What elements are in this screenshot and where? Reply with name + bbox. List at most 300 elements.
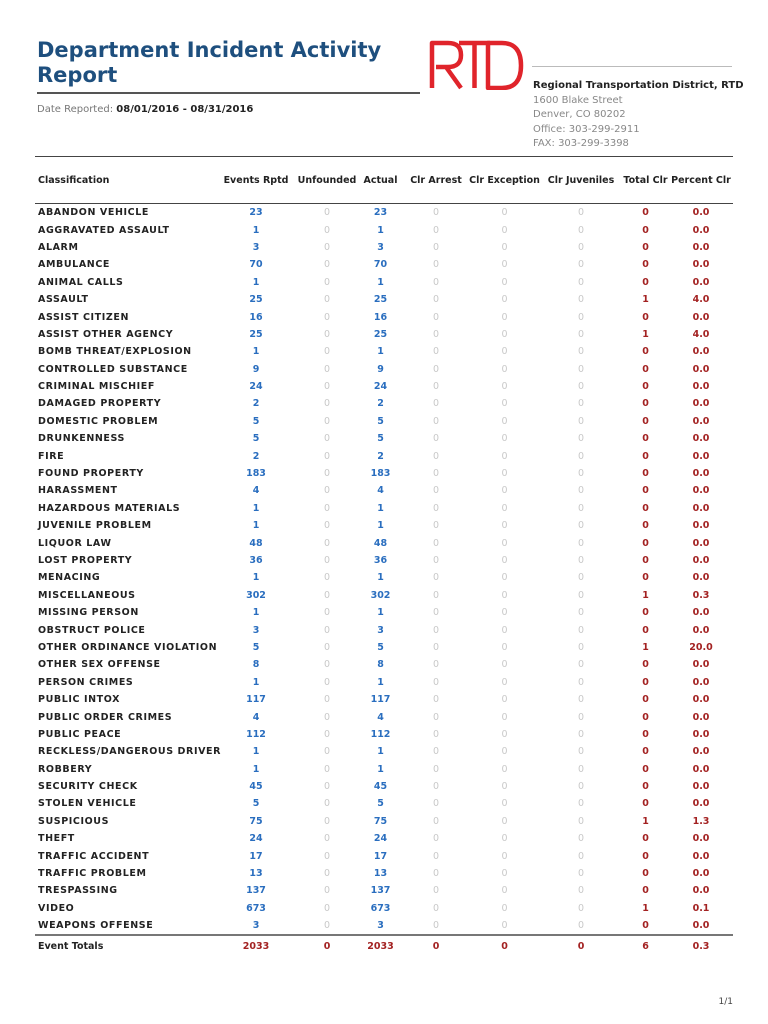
cell-actual: 1 — [377, 572, 384, 584]
cell-classification: ASSIST OTHER AGENCY — [38, 328, 174, 340]
cell-unfounded: 0 — [323, 589, 331, 601]
cell-clr-exception: 0 — [501, 241, 508, 253]
cell-clr-arrest: 0 — [432, 815, 440, 827]
cell-percent-clr: 0.0 — [692, 433, 710, 445]
cell-events-rptd: 24 — [249, 833, 263, 845]
table-row — [35, 656, 733, 673]
cell-classification: JUVENILE PROBLEM — [38, 520, 152, 532]
cell-clr-exception: 0 — [501, 328, 508, 340]
cell-classification: HARASSMENT — [38, 485, 118, 497]
cell-total-clr: 0 — [642, 676, 649, 688]
cell-classification: AMBULANCE — [38, 259, 110, 271]
cell-events-rptd: 70 — [249, 259, 263, 271]
cell-clr-juveniles: 0 — [577, 572, 585, 584]
org-street: 1600 Blake Street — [533, 94, 623, 106]
cell-clr-arrest: 0 — [432, 224, 440, 236]
cell-unfounded: 0 — [323, 259, 331, 271]
cell-unfounded: 0 — [323, 624, 331, 636]
cell-clr-exception: 0 — [501, 537, 508, 549]
totals-clr-arrest: 0 — [403, 935, 469, 956]
cell-actual: 5 — [377, 433, 384, 445]
table-row — [35, 778, 733, 795]
cell-total-clr: 0 — [642, 381, 649, 393]
cell-actual: 2 — [377, 398, 384, 410]
cell-clr-arrest: 0 — [432, 885, 440, 897]
cell-events-rptd: 36 — [249, 555, 263, 566]
cell-percent-clr: 0.0 — [692, 502, 710, 514]
org-office-phone: Office: 303-299-2911 — [533, 123, 640, 135]
cell-clr-juveniles: 0 — [577, 381, 585, 393]
cell-events-rptd: 1 — [252, 276, 260, 288]
cell-actual: 2 — [377, 450, 384, 462]
cell-actual: 1 — [377, 746, 384, 758]
cell-clr-arrest: 0 — [432, 902, 440, 914]
table-row — [35, 847, 733, 864]
cell-clr-arrest: 0 — [432, 659, 440, 671]
cell-events-rptd: 1 — [252, 520, 260, 532]
cell-actual: 1 — [377, 224, 384, 236]
cell-clr-exception: 0 — [501, 624, 508, 636]
cell-actual: 4 — [377, 711, 384, 723]
table-row — [35, 482, 733, 499]
cell-unfounded: 0 — [323, 363, 331, 375]
cell-clr-exception: 0 — [501, 641, 508, 653]
cell-actual: 17 — [373, 850, 388, 862]
cell-actual: 70 — [373, 259, 388, 271]
table-row — [35, 204, 733, 222]
cell-percent-clr: 0.1 — [692, 902, 710, 914]
cell-clr-arrest: 0 — [432, 624, 440, 636]
cell-total-clr: 0 — [642, 885, 649, 897]
cell-total-clr: 0 — [642, 659, 649, 671]
cell-percent-clr: 0.0 — [692, 920, 710, 932]
cell-percent-clr: 0.0 — [692, 311, 710, 323]
cell-clr-exception: 0 — [501, 485, 508, 497]
cell-total-clr: 0 — [642, 537, 649, 549]
cell-clr-arrest: 0 — [432, 781, 440, 793]
col-header-percent-clr: Percent Clr — [669, 157, 733, 204]
cell-clr-exception: 0 — [501, 363, 508, 375]
cell-clr-juveniles: 0 — [577, 450, 585, 462]
table-row — [35, 691, 733, 708]
cell-clr-exception: 0 — [501, 694, 508, 706]
cell-clr-exception: 0 — [501, 311, 508, 323]
table-row — [35, 500, 733, 517]
cell-clr-arrest: 0 — [432, 207, 440, 219]
col-header-events-rptd: Events Rptd — [216, 157, 296, 204]
cell-percent-clr: 0.0 — [692, 676, 710, 688]
cell-actual: 5 — [377, 798, 384, 810]
table-row — [35, 221, 733, 238]
cell-clr-juveniles: 0 — [577, 868, 585, 880]
cell-total-clr: 0 — [642, 798, 649, 810]
cell-clr-arrest: 0 — [432, 276, 440, 288]
cell-actual: 45 — [373, 781, 388, 793]
cell-classification: TRESPASSING — [38, 885, 118, 897]
cell-clr-arrest: 0 — [432, 589, 440, 601]
totals-actual: 2033 — [358, 935, 403, 956]
cell-clr-juveniles: 0 — [577, 746, 585, 758]
table-header-row — [35, 157, 733, 204]
cell-clr-arrest: 0 — [432, 311, 440, 323]
cell-clr-arrest: 0 — [432, 833, 440, 845]
cell-classification: DAMAGED PROPERTY — [38, 398, 162, 410]
cell-clr-exception: 0 — [501, 555, 508, 566]
cell-actual: 24 — [373, 833, 388, 845]
cell-percent-clr: 0.0 — [692, 468, 710, 480]
cell-unfounded: 0 — [323, 902, 331, 914]
cell-classification: ANIMAL CALLS — [38, 276, 124, 288]
cell-clr-arrest: 0 — [432, 676, 440, 688]
cell-classification: DRUNKENNESS — [38, 433, 125, 445]
totals-events-rptd: 2033 — [216, 935, 296, 956]
org-fax: FAX: 303-299-3398 — [533, 138, 629, 149]
org-info — [533, 79, 744, 152]
table-row — [35, 708, 733, 725]
cell-total-clr: 0 — [642, 468, 649, 480]
cell-clr-exception: 0 — [501, 920, 508, 932]
page-number: 1/1 — [718, 997, 733, 1007]
cell-events-rptd: 5 — [252, 798, 260, 810]
cell-unfounded: 0 — [323, 711, 331, 723]
cell-actual: 183 — [370, 468, 391, 480]
cell-events-rptd: 23 — [249, 207, 263, 219]
cell-unfounded: 0 — [323, 537, 331, 549]
cell-actual: 8 — [377, 659, 384, 671]
cell-classification: TRAFFIC ACCIDENT — [38, 850, 150, 862]
cell-clr-arrest: 0 — [432, 241, 440, 253]
cell-clr-juveniles: 0 — [577, 346, 585, 358]
cell-clr-exception: 0 — [501, 224, 508, 236]
cell-actual: 1 — [377, 763, 384, 775]
cell-events-rptd: 137 — [246, 885, 266, 897]
cell-unfounded: 0 — [323, 850, 331, 862]
cell-clr-arrest: 0 — [432, 346, 440, 358]
cell-percent-clr: 0.0 — [692, 694, 710, 706]
cell-clr-exception: 0 — [501, 868, 508, 880]
cell-clr-juveniles: 0 — [577, 502, 585, 514]
cell-unfounded: 0 — [323, 641, 331, 653]
cell-total-clr: 0 — [642, 763, 649, 775]
cell-clr-juveniles: 0 — [577, 676, 585, 688]
table-row — [35, 413, 733, 430]
cell-clr-exception: 0 — [501, 763, 508, 775]
cell-clr-juveniles: 0 — [577, 763, 585, 775]
cell-clr-arrest: 0 — [432, 641, 440, 653]
cell-events-rptd: 1 — [252, 676, 260, 688]
cell-events-rptd: 17 — [249, 850, 263, 862]
cell-clr-juveniles: 0 — [577, 398, 585, 410]
cell-actual: 117 — [370, 694, 391, 706]
cell-classification: SUSPICIOUS — [38, 815, 110, 827]
cell-clr-arrest: 0 — [432, 607, 440, 619]
rtd-logo — [428, 40, 524, 90]
table-row — [35, 343, 733, 360]
cell-clr-juveniles: 0 — [577, 537, 585, 549]
table-row — [35, 447, 733, 464]
cell-total-clr: 0 — [642, 346, 649, 358]
date-reported — [37, 104, 253, 115]
cell-total-clr: 0 — [642, 520, 649, 532]
cell-total-clr: 0 — [642, 781, 649, 793]
cell-events-rptd: 117 — [246, 694, 266, 706]
cell-events-rptd: 1 — [252, 224, 260, 236]
cell-clr-exception: 0 — [501, 589, 508, 601]
cell-unfounded: 0 — [323, 294, 331, 306]
cell-classification: ABANDON VEHICLE — [38, 207, 149, 219]
cell-classification: CONTROLLED SUBSTANCE — [38, 363, 188, 375]
cell-actual: 75 — [373, 815, 388, 827]
cell-events-rptd: 8 — [252, 659, 260, 671]
table-row — [35, 674, 733, 691]
cell-actual: 1 — [377, 607, 384, 619]
table-row — [35, 587, 733, 604]
cell-total-clr: 0 — [642, 555, 649, 566]
cell-classification: CRIMINAL MISCHIEF — [38, 381, 155, 393]
cell-events-rptd: 24 — [249, 381, 263, 393]
cell-clr-arrest: 0 — [432, 363, 440, 375]
cell-percent-clr: 0.0 — [692, 850, 710, 862]
cell-percent-clr: 0.0 — [692, 276, 710, 288]
cell-unfounded: 0 — [323, 885, 331, 897]
cell-percent-clr: 0.0 — [692, 555, 710, 566]
cell-clr-arrest: 0 — [432, 572, 440, 584]
totals-label: Event Totals — [35, 935, 216, 956]
cell-clr-arrest: 0 — [432, 850, 440, 862]
cell-percent-clr: 0.0 — [692, 781, 710, 793]
col-header-classification: Classification — [35, 157, 216, 204]
cell-total-clr: 0 — [642, 207, 649, 219]
org-name: Regional Transportation District, RTD — [533, 80, 744, 91]
cell-events-rptd: 673 — [246, 902, 266, 914]
cell-actual: 25 — [373, 328, 388, 340]
cell-events-rptd: 13 — [249, 868, 263, 880]
cell-clr-arrest: 0 — [432, 711, 440, 723]
cell-total-clr: 0 — [642, 572, 649, 584]
cell-events-rptd: 25 — [249, 294, 263, 306]
cell-total-clr: 0 — [642, 450, 649, 462]
cell-clr-exception: 0 — [501, 728, 508, 740]
cell-total-clr: 0 — [642, 485, 649, 497]
table-row — [35, 291, 733, 308]
cell-classification: STOLEN VEHICLE — [38, 798, 137, 810]
cell-clr-arrest: 0 — [432, 398, 440, 410]
table-row — [35, 865, 733, 882]
cell-clr-juveniles: 0 — [577, 711, 585, 723]
col-header-actual: Actual — [358, 157, 403, 204]
cell-classification: OTHER ORDINANCE VIOLATION — [38, 641, 218, 653]
cell-total-clr: 1 — [642, 902, 649, 914]
cell-percent-clr: 0.0 — [692, 572, 710, 584]
cell-unfounded: 0 — [323, 676, 331, 688]
cell-percent-clr: 0.0 — [692, 607, 710, 619]
table-row — [35, 256, 733, 273]
cell-classification: BOMB THREAT/EXPLOSION — [38, 346, 192, 358]
cell-clr-exception: 0 — [501, 850, 508, 862]
cell-total-clr: 1 — [642, 589, 649, 601]
cell-unfounded: 0 — [323, 607, 331, 619]
cell-total-clr: 1 — [642, 815, 649, 827]
cell-unfounded: 0 — [323, 868, 331, 880]
table-row — [35, 726, 733, 743]
cell-clr-juveniles: 0 — [577, 902, 585, 914]
cell-clr-exception: 0 — [501, 885, 508, 897]
cell-unfounded: 0 — [323, 346, 331, 358]
date-reported-value: 08/01/2016 - 08/31/2016 — [116, 104, 254, 115]
cell-total-clr: 0 — [642, 398, 649, 410]
cell-clr-exception: 0 — [501, 381, 508, 393]
cell-events-rptd: 45 — [249, 781, 263, 793]
cell-unfounded: 0 — [323, 833, 331, 845]
totals-unfounded: 0 — [296, 935, 358, 956]
cell-total-clr: 0 — [642, 850, 649, 862]
table-row — [35, 552, 733, 569]
cell-events-rptd: 2 — [252, 450, 260, 462]
cell-clr-juveniles: 0 — [577, 241, 585, 253]
table-row — [35, 361, 733, 378]
cell-percent-clr: 0.0 — [692, 520, 710, 532]
cell-unfounded: 0 — [323, 659, 331, 671]
cell-clr-exception: 0 — [501, 398, 508, 410]
cell-percent-clr: 0.0 — [692, 207, 710, 219]
cell-actual: 13 — [373, 868, 388, 880]
totals-percent-clr: 0.3 — [669, 935, 733, 956]
cell-clr-exception: 0 — [501, 798, 508, 810]
cell-actual: 36 — [373, 555, 388, 566]
cell-percent-clr: 4.0 — [692, 328, 710, 340]
cell-events-rptd: 4 — [252, 711, 260, 723]
totals-clr-exception: 0 — [469, 935, 540, 956]
cell-unfounded: 0 — [323, 468, 331, 480]
table-row — [35, 239, 733, 256]
cell-total-clr: 0 — [642, 833, 649, 845]
cell-unfounded: 0 — [323, 746, 331, 758]
cell-clr-juveniles: 0 — [577, 850, 585, 862]
cell-unfounded: 0 — [323, 572, 331, 584]
cell-classification: PUBLIC INTOX — [38, 694, 121, 706]
cell-classification: DOMESTIC PROBLEM — [38, 415, 159, 427]
cell-actual: 24 — [373, 381, 388, 393]
cell-percent-clr: 20.0 — [689, 641, 713, 653]
cell-clr-juveniles: 0 — [577, 798, 585, 810]
cell-clr-exception: 0 — [501, 276, 508, 288]
cell-events-rptd: 3 — [252, 241, 260, 253]
cell-total-clr: 0 — [642, 224, 649, 236]
cell-percent-clr: 0.0 — [692, 746, 710, 758]
cell-clr-juveniles: 0 — [577, 259, 585, 271]
cell-total-clr: 1 — [642, 294, 649, 306]
cell-classification: ROBBERY — [38, 763, 93, 775]
cell-clr-exception: 0 — [501, 746, 508, 758]
cell-actual: 1 — [377, 502, 384, 514]
cell-classification: PUBLIC PEACE — [38, 728, 122, 740]
cell-total-clr: 0 — [642, 415, 649, 427]
cell-clr-juveniles: 0 — [577, 555, 585, 566]
cell-clr-arrest: 0 — [432, 537, 440, 549]
cell-total-clr: 0 — [642, 311, 649, 323]
cell-clr-exception: 0 — [501, 572, 508, 584]
cell-total-clr: 1 — [642, 641, 649, 653]
cell-unfounded: 0 — [323, 815, 331, 827]
table-row — [35, 395, 733, 412]
table-row — [35, 308, 733, 325]
cell-actual: 23 — [373, 207, 388, 219]
totals-clr-juveniles: 0 — [540, 935, 622, 956]
cell-clr-exception: 0 — [501, 520, 508, 532]
table-row — [35, 534, 733, 551]
cell-clr-juveniles: 0 — [577, 485, 585, 497]
cell-events-rptd: 1 — [252, 572, 260, 584]
cell-clr-juveniles: 0 — [577, 920, 585, 932]
cell-unfounded: 0 — [323, 555, 331, 566]
title-divider — [37, 92, 420, 94]
table-row — [35, 326, 733, 343]
cell-unfounded: 0 — [323, 415, 331, 427]
cell-clr-juveniles: 0 — [577, 433, 585, 445]
cell-total-clr: 0 — [642, 711, 649, 723]
cell-clr-arrest: 0 — [432, 415, 440, 427]
cell-total-clr: 0 — [642, 502, 649, 514]
cell-total-clr: 0 — [642, 259, 649, 271]
cell-clr-exception: 0 — [501, 433, 508, 445]
cell-events-rptd: 9 — [252, 363, 260, 375]
cell-clr-juveniles: 0 — [577, 207, 585, 219]
cell-clr-arrest: 0 — [432, 763, 440, 775]
cell-total-clr: 0 — [642, 868, 649, 880]
cell-actual: 25 — [373, 294, 388, 306]
cell-percent-clr: 0.0 — [692, 259, 710, 271]
cell-actual: 16 — [373, 311, 388, 323]
cell-percent-clr: 0.0 — [692, 868, 710, 880]
rtd-logo-r — [432, 43, 461, 88]
cell-classification: RECKLESS/DANGEROUS DRIVER — [38, 746, 222, 758]
cell-classification: VIDEO — [38, 902, 75, 914]
cell-clr-juveniles: 0 — [577, 694, 585, 706]
cell-percent-clr: 4.0 — [692, 294, 710, 306]
cell-events-rptd: 16 — [249, 311, 263, 323]
cell-clr-exception: 0 — [501, 450, 508, 462]
col-header-clr-exception: Clr Exception — [469, 157, 540, 204]
cell-clr-arrest: 0 — [432, 433, 440, 445]
date-reported-label: Date Reported: — [37, 104, 114, 115]
cell-events-rptd: 25 — [249, 328, 263, 340]
cell-clr-exception: 0 — [501, 468, 508, 480]
cell-unfounded: 0 — [323, 763, 331, 775]
cell-classification: MISSING PERSON — [38, 607, 139, 619]
cell-actual: 1 — [377, 520, 384, 532]
col-header-unfounded: Unfounded — [296, 157, 358, 204]
cell-clr-arrest: 0 — [432, 259, 440, 271]
cell-percent-clr: 0.0 — [692, 363, 710, 375]
cell-clr-exception: 0 — [501, 833, 508, 845]
cell-actual: 673 — [370, 902, 391, 914]
cell-unfounded: 0 — [323, 241, 331, 253]
cell-clr-arrest: 0 — [432, 746, 440, 758]
cell-actual: 5 — [377, 641, 384, 653]
cell-unfounded: 0 — [323, 381, 331, 393]
cell-clr-juveniles: 0 — [577, 520, 585, 532]
table-row — [35, 761, 733, 778]
cell-events-rptd: 5 — [252, 433, 260, 445]
cell-events-rptd: 183 — [246, 468, 266, 480]
cell-clr-juveniles: 0 — [577, 294, 585, 306]
cell-clr-exception: 0 — [501, 415, 508, 427]
cell-classification: HAZARDOUS MATERIALS — [38, 502, 181, 514]
cell-clr-arrest: 0 — [432, 502, 440, 514]
col-header-clr-arrest: Clr Arrest — [403, 157, 469, 204]
cell-classification: MISCELLANEOUS — [38, 589, 136, 601]
cell-events-rptd: 5 — [252, 415, 260, 427]
